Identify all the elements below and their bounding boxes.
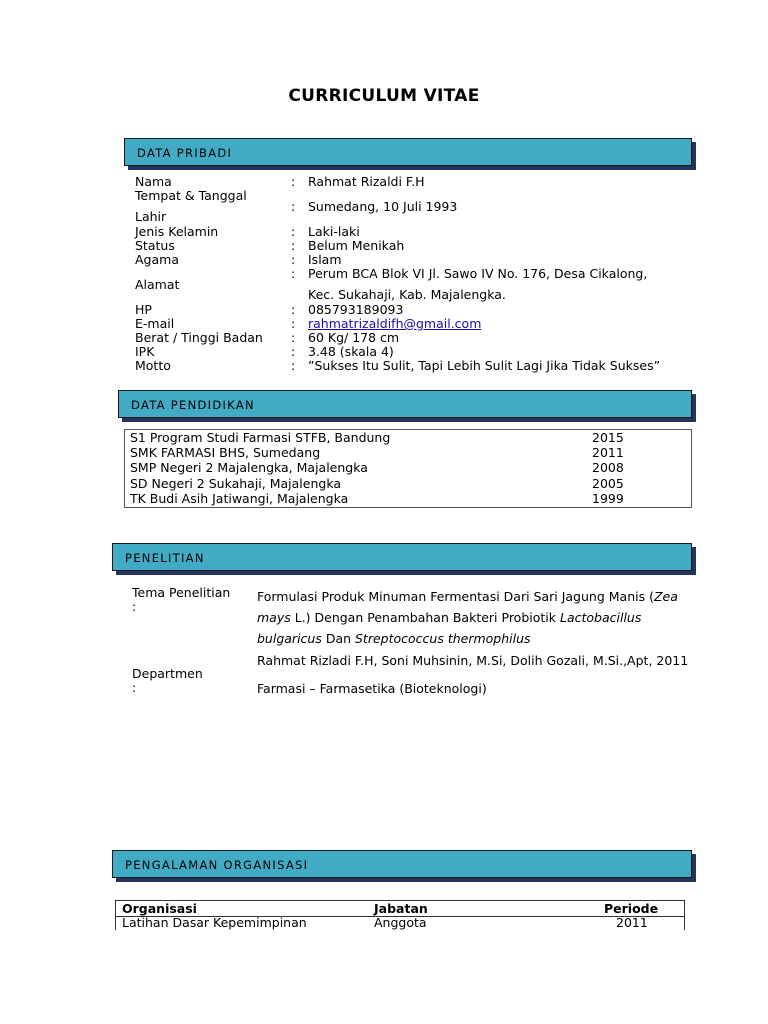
value-ipk: 3.48 (skala 4) <box>308 344 394 359</box>
value-status: Belum Menikah <box>308 238 405 253</box>
org-name: Latihan Dasar Kepemimpinan <box>122 915 307 930</box>
section-header-data-pribadi <box>124 138 692 166</box>
research-tema-label: Tema Penelitian <box>132 585 231 600</box>
education-row <box>130 445 686 460</box>
section-header-organisasi <box>112 850 692 878</box>
label-status: Status <box>135 238 175 253</box>
label-nama: Nama <box>135 174 172 189</box>
label-motto: Motto <box>135 358 171 373</box>
value-jk: Laki-laki <box>308 224 360 239</box>
value-nama: Rahmat Rizaldi F.H <box>308 174 425 189</box>
colon: : <box>291 224 296 239</box>
education-school: S1 Program Studi Farmasi STFB, Bandung <box>130 430 391 445</box>
colon: : <box>291 238 296 253</box>
label-berat-tinggi: Berat / Tinggi Badan <box>135 330 263 345</box>
label-ipk: IPK <box>135 344 155 359</box>
colon: : <box>291 266 296 281</box>
research-dept-value: Farmasi – Farmasetika (Bioteknologi) <box>257 681 487 696</box>
section-header-data-pendidikan <box>118 390 692 418</box>
section-header-label: DATA PENDIDIKAN <box>131 398 255 412</box>
label-ttl-line1: Tempat & Tanggal <box>135 188 247 203</box>
value-berat-tinggi: 60 Kg/ 178 cm <box>308 330 400 345</box>
research-authors: Rahmat Rizladi F.H, Soni Muhsinin, M.Si, Dolih Gozali, M.Si.,Apt, 2011 <box>257 653 689 668</box>
education-row <box>130 460 686 475</box>
document-title: CURRICULUM VITAE <box>288 86 480 106</box>
section-header-label: DATA PRIBADI <box>137 146 233 160</box>
research-tema-line2: mays L.) Dengan Penambahan Bakteri Probiotik Lactobacillus <box>257 610 642 625</box>
label-agama: Agama <box>135 252 179 267</box>
value-hp: 085793189093 <box>308 302 404 317</box>
colon: : <box>291 252 296 267</box>
education-year: 2015 <box>592 430 624 445</box>
section-header-label: PENGALAMAN ORGANISASI <box>125 858 309 872</box>
education-school: SD Negeri 2 Sukahaji, Majalengka <box>130 476 341 491</box>
label-email: E-mail <box>135 316 175 331</box>
education-row <box>130 430 686 445</box>
label-jk: Jenis Kelamin <box>135 224 219 239</box>
value-motto: ”Sukses Itu Sulit, Tapi Lebih Sulit Lagi Jika Tidak Sukses” <box>308 358 661 373</box>
research-tema-line3: bulgaricus Dan Streptococcus thermophilus <box>257 631 531 646</box>
label-ttl-line2: Lahir <box>135 209 167 224</box>
value-alamat-line2: Kec. Sukahaji, Kab. Majalengka. <box>308 287 506 302</box>
org-role: Anggota <box>374 915 427 930</box>
education-year: 2011 <box>592 445 624 460</box>
value-ttl: Sumedang, 10 Juli 1993 <box>308 199 458 214</box>
research-tema-line1: Formulasi Produk Minuman Fermentasi Dari Sari Jagung Manis (Zea <box>257 589 678 604</box>
header-periode: Periode <box>604 901 659 916</box>
label-hp: HP <box>135 302 152 317</box>
education-school: SMK FARMASI BHS, Sumedang <box>130 445 321 460</box>
colon: : <box>291 316 296 331</box>
header-organisasi: Organisasi <box>122 901 197 916</box>
colon: : <box>291 174 296 189</box>
education-year: 2005 <box>592 476 624 491</box>
colon: : <box>291 330 296 345</box>
education-school: SMP Negeri 2 Majalengka, Majalengka <box>130 460 368 475</box>
education-year: 2008 <box>592 460 624 475</box>
colon: : <box>291 358 296 373</box>
org-period: 2011 <box>616 915 648 930</box>
education-row <box>130 476 686 491</box>
research-dept-colon: : <box>132 680 137 695</box>
section-header-label: PENELITIAN <box>125 551 205 565</box>
email-link[interactable]: rahmatrizaldifh@gmail.com <box>308 316 482 331</box>
header-jabatan: Jabatan <box>374 901 428 916</box>
education-school: TK Budi Asih Jatiwangi, Majalengka <box>130 491 349 506</box>
education-year: 1999 <box>592 491 624 506</box>
value-alamat-line1: Perum BCA Blok VI Jl. Sawo IV No. 176, Desa Cikalong, <box>308 266 648 281</box>
education-row <box>130 491 686 506</box>
section-header-penelitian <box>112 543 692 571</box>
colon: : <box>291 302 296 317</box>
education-table <box>124 429 692 508</box>
colon: : <box>291 199 296 214</box>
research-dept-label: Departmen <box>132 666 203 681</box>
organization-table <box>115 900 685 930</box>
colon: : <box>291 344 296 359</box>
research-tema-colon: : <box>132 599 137 614</box>
value-agama: Islam <box>308 252 342 267</box>
label-alamat: Alamat <box>135 277 180 292</box>
